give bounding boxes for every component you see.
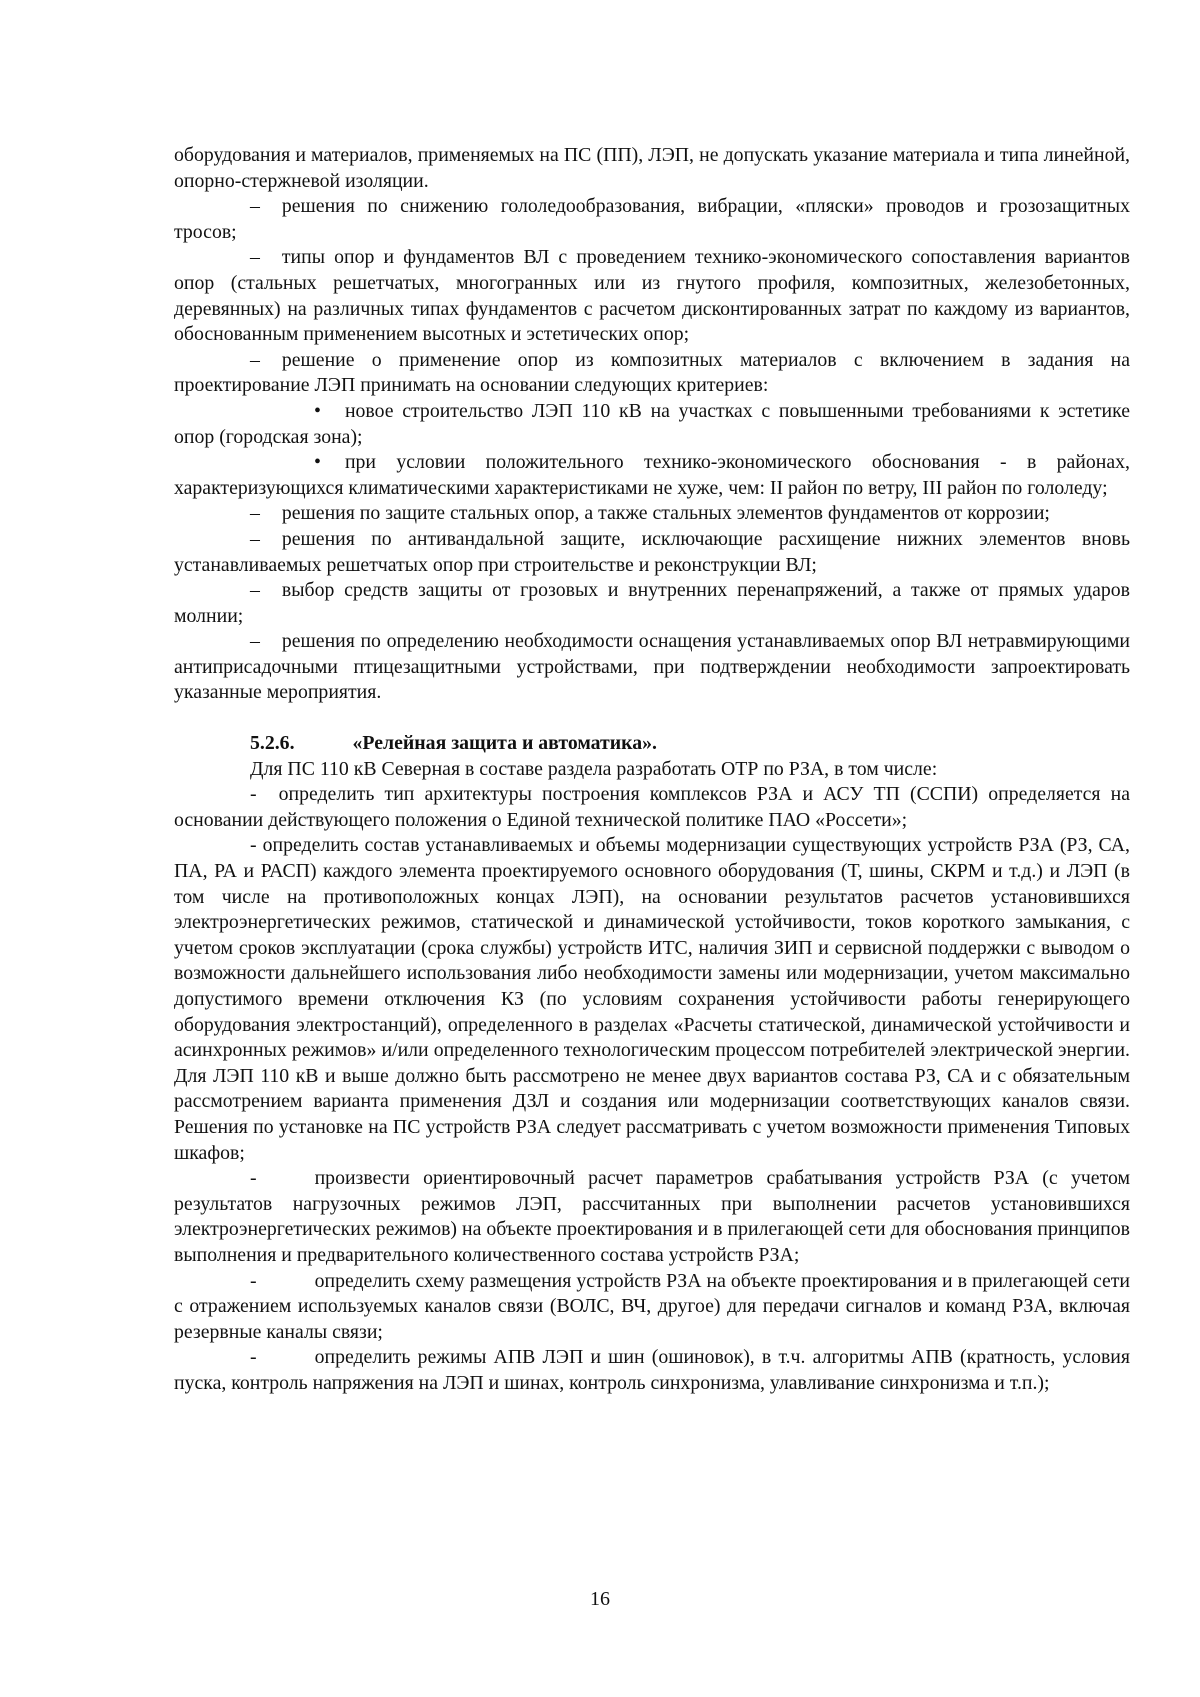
paragraph-text: определить схему размещения устройств РЗА на объекте проектирования и в прилегающей сети с отражением используемых каналов связи (ВОЛС, ВЧ, другое) для передачи сигналов и команд РЗА, включая резервные каналы связи; — [174, 1269, 1130, 1343]
paragraph-text: решения по определению необходимости оснащения устанавливаемых опор ВЛ нетравмирующими антиприсадочными птицезащитными устройствами, при подтверждении необходимости запроектировать указанные мероприятия. — [174, 630, 1130, 704]
dash-marker: – — [250, 579, 260, 602]
paragraph — [174, 1345, 1130, 1396]
paragraph-text: - определить состав устанавливаемых и объемы модернизации существующих устройств РЗА (РЗ, СА, ПА, РА и РАСП) каждого элемента проектируемого основного оборудования (Т, шины, СКРМ и т.д.) и ЛЭП (в том числе на противоположных концах ЛЭП), на основании результатов расчетов установившихся электроэнергетических режимов, статической и динамической устойчивости, токов короткого замыкания, с учетом сроков эксплуатации (срока службы) устройств ИТС, наличия ЗИП и сервисной поддержки с выводом о возможности дальнейшего использования либо необходимости замены или модернизации, учетом максимально допустимого времени отключения КЗ (по условиям сохранения устойчивости работы генерирующего оборудования электростанций), определенного в разделах «Расчеты статической, динамической устойчивости и асинхронных режимов» и/или определенного технологическим процессом потребителей электрической энергии. Для ЛЭП 110 кВ и выше должно быть рассмотрено не менее двух вариантов состава РЗ, СА и с обязательным рассмотрением варианта применения ДЗЛ и создания или модернизации соответствующих каналов связи. Решения по установке на ПС устройств РЗА следует рассматривать с учетом возможности применения Типовых шкафов; — [174, 834, 1130, 1164]
dash-marker: - — [250, 783, 257, 806]
dash-marker: - — [250, 1269, 257, 1292]
paragraph-text: Для ПС 110 кВ Северная в составе раздела разработать ОТР по РЗА, в том числе: — [250, 757, 938, 780]
paragraph — [174, 450, 1130, 501]
rza-requirements-list — [174, 757, 1130, 1397]
dash-marker: – — [250, 246, 260, 269]
paragraph — [174, 143, 1130, 194]
section-heading — [174, 731, 1130, 757]
paragraph-text: оборудования и материалов, применяемых на ПС (ПП), ЛЭП, не допускать указание материала и типа линейной, опорно-стержневой изоляции. — [174, 144, 1130, 192]
paragraph — [174, 629, 1130, 706]
paragraph-text: типы опор и фундаментов ВЛ с проведением технико-экономического сопоставления вариантов опор (стальных решетчатых, многогранных или из гнутого профиля, композитных, железобетонных, деревянных) на различных типах фундаментов с расчетом дисконтированных затрат по каждому из вариантов, обоснованным применением высотных и эстетических опор; — [174, 246, 1130, 346]
paragraph — [174, 1166, 1130, 1268]
dash-marker: – — [250, 348, 260, 371]
dash-marker: – — [250, 502, 260, 525]
paragraph — [174, 833, 1130, 1166]
paragraph-text: произвести ориентировочный расчет параметров срабатывания устройств РЗА (с учетом результатов нагрузочных режимов ЛЭП, рассчитанных при выполнении расчетов установившихся электроэнергетических режимов) на объекте проектирования и в прилегающей сети для обоснования принципов выполнения и предварительного количественного состава устройств РЗА; — [174, 1167, 1130, 1266]
dash-marker: - — [250, 1167, 257, 1190]
dash-marker: - — [250, 1346, 257, 1369]
page-number: 16 — [590, 1588, 610, 1610]
paragraph — [174, 578, 1130, 629]
paragraph-text: решение о применение опор из композитных материалов с включением в задания на проектирование ЛЭП принимать на основании следующих критериев: — [174, 348, 1130, 397]
document-body — [174, 143, 1130, 1397]
dash-marker: – — [250, 195, 260, 218]
paragraph — [174, 245, 1130, 347]
paragraph-text: определить тип архитектуры построения комплексов РЗА и АСУ ТП (ССПИ) определяется на основании действующего положения о Единой технической политике ПАО «Россети»; — [174, 783, 1130, 831]
paragraph-text: решения по защите стальных опор, а также стальных элементов фундаментов от коррозии; — [281, 502, 1050, 525]
paragraph-text: решения по снижению гололедообразования, вибрации, «пляски» проводов и грозозащитных тросов; — [174, 195, 1130, 243]
paragraph-text: новое строительство ЛЭП 110 кВ на участках с повышенными требованиями к эстетике опор (городская зона); — [174, 399, 1130, 448]
paragraph-text: определить режимы АПВ ЛЭП и шин (ошиновок), в т.ч. алгоритмы АПВ (кратность, условия пуска, контроль напряжения на ЛЭП и шинах, контроль синхронизма, улавливание синхронизма и т.п.); — [174, 1346, 1130, 1394]
dash-marker: – — [250, 630, 260, 653]
paragraph — [174, 782, 1130, 833]
paragraph-text: при условии положительного технико-экономического обоснования - в районах, характеризующихся климатическими характеристиками не хуже, чем: II район по ветру, III район по гололеду; — [174, 451, 1130, 499]
dash-marker: – — [250, 527, 260, 550]
bullet-marker: • — [314, 399, 321, 422]
section-title: «Релейная защита и автоматика». — [352, 732, 657, 755]
paragraph-text: выбор средств защиты от грозовых и внутренних перенапряжений, а также от прямых ударов молнии; — [174, 579, 1130, 627]
paragraph — [174, 501, 1130, 527]
bullet-marker: • — [314, 451, 321, 474]
section-number: 5.2.6. — [250, 732, 295, 755]
paragraph — [174, 348, 1130, 399]
paragraph — [174, 757, 1130, 783]
paragraph — [174, 194, 1130, 245]
paragraph — [174, 399, 1130, 450]
paragraph — [174, 527, 1130, 578]
requirements-list — [174, 143, 1130, 706]
paragraph — [174, 1269, 1130, 1346]
paragraph-text: решения по антивандальной защите, исключающие расхищение нижних элементов вновь устанавливаемых решетчатых опор при строительстве и реконструкции ВЛ; — [174, 527, 1130, 576]
